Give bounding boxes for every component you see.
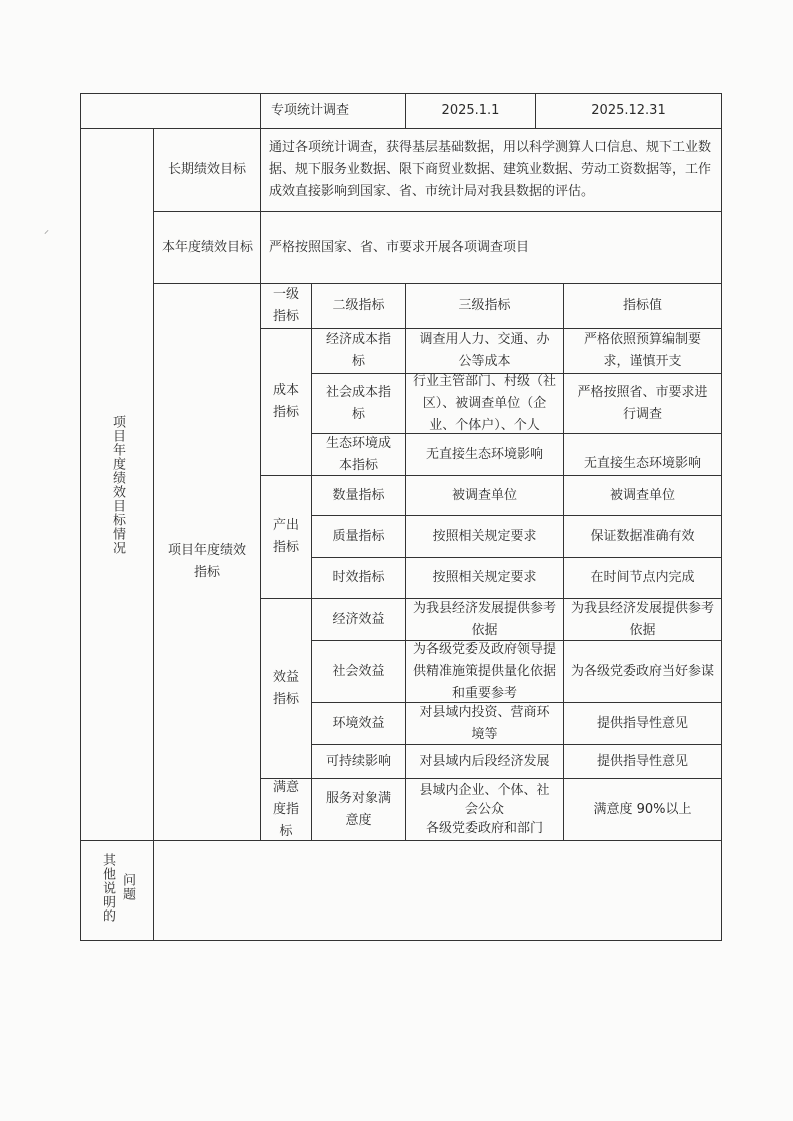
row-l3: 调查用人力、交通、办公等成本 <box>419 332 550 369</box>
project-name: 专项统计调查 <box>271 103 350 118</box>
row-l2: 生态环境成本指标 <box>325 435 391 473</box>
row-value: 为各级党委政府当好参谋 <box>570 663 714 679</box>
group-output: 产出指标 <box>272 518 299 555</box>
row-l3: 为我县经济发展提供参考依据 <box>412 600 556 638</box>
indicator-label: 项目年度绩效指标 <box>168 543 247 580</box>
group-satisfaction: 满意度指标 <box>272 779 299 839</box>
row-l3: 无直接生态环境影响 <box>425 446 543 462</box>
other-label-a: 其他说明的 <box>100 853 115 923</box>
row-l2: 质量指标 <box>332 528 385 544</box>
row-value: 严格按照省、市要求进行调查 <box>577 384 708 422</box>
row-l3: 县域内企业、个体、社会公众 各级党委政府和部门 <box>419 783 550 836</box>
row-value: 为我县经济发展提供参考依据 <box>570 600 714 638</box>
row-l2: 时效指标 <box>332 570 385 585</box>
end-date: 2025.12.31 <box>591 103 666 118</box>
row-l3: 被调查单位 <box>451 487 517 503</box>
row-l3: 按照相关规定要求 <box>432 528 537 544</box>
long-term-text: 通过各项统计调查，获得基层基础数据，用以科学测算人口信息、规下工业数据、规下服务业数据、限下商贸业数据、建筑业数据、劳动工资数据等，工作成效直接影响到国家、省、市统计局对我县数据的评估。 <box>269 140 712 199</box>
row-value: 提供指导性意见 <box>596 715 688 731</box>
row-value: 保证数据准确有效 <box>590 528 695 544</box>
header-l2: 二级指标 <box>332 298 385 313</box>
header-value: 指标值 <box>622 298 662 313</box>
header-l1: 一级指标 <box>272 287 299 324</box>
row-l2: 经济成本指标 <box>325 332 391 369</box>
scan-mark: ⸝ <box>44 225 49 236</box>
row-l2: 经济效益 <box>332 611 385 627</box>
row-l2: 环境效益 <box>332 715 385 731</box>
row-l3: 按照相关规定要求 <box>432 570 537 585</box>
row-value: 严格依照预算编制要求，谨慎开支 <box>583 332 701 369</box>
group-cost: 成本指标 <box>272 383 299 420</box>
row-value: 满意度 90%以上 <box>593 801 692 817</box>
other-label-b: 问题 <box>120 873 135 901</box>
row-value: 被调查单位 <box>609 487 675 503</box>
row-l3: 对县域内后段经济发展 <box>419 753 550 769</box>
row-value: 提供指导性意见 <box>596 753 688 769</box>
row-l2: 社会成本指标 <box>325 384 391 422</box>
row-l2: 社会效益 <box>332 663 385 679</box>
row-value: 在时间节点内完成 <box>590 570 695 585</box>
start-date: 2025.1.1 <box>441 103 500 118</box>
row-l2: 数量指标 <box>332 487 385 503</box>
long-term-label: 长期绩效目标 <box>167 162 246 177</box>
row-value: 无直接生态环境影响 <box>583 455 701 471</box>
row-l2: 可持续影响 <box>325 753 391 769</box>
row-l3: 为各级党委及政府领导提供精准施策提供量化依据和重要参考 <box>412 641 556 701</box>
section-label: 项目年度绩效目标情况 <box>110 414 125 555</box>
annual-text: 严格按照国家、省、市要求开展各项调查项目 <box>269 239 530 255</box>
row-l3: 行业主管部门、村级（社区）、被调查单位（企业、个体户）、个人 <box>412 373 556 433</box>
row-l3: 对县域内投资、营商环境等 <box>419 704 550 742</box>
annual-label: 本年度绩效目标 <box>162 239 254 255</box>
row-l2: 服务对象满意度 <box>325 790 391 828</box>
group-benefit: 效益指标 <box>272 669 299 707</box>
header-l3: 三级指标 <box>458 298 511 313</box>
